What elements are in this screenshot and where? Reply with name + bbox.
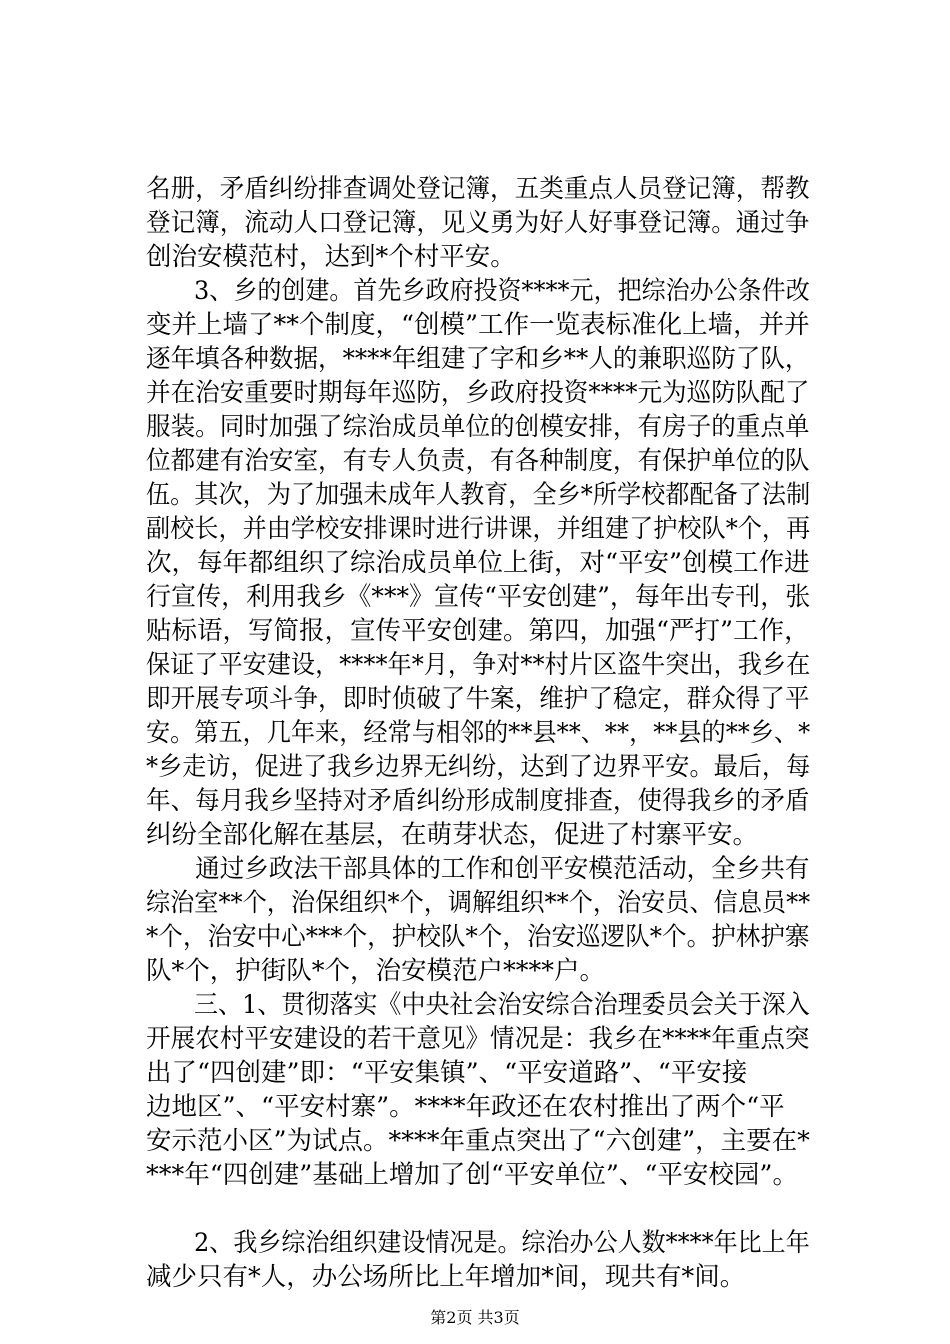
text-line: 年、每月我乡坚持对矛盾纠纷形成制度排查，使得我乡的矛盾 <box>146 786 810 816</box>
text-line: 出了“四创建”即：“平安集镇”、“平安道路”、“平安接 <box>146 1058 748 1088</box>
text-line: 次，每年都组织了综治成员单位上街，对“平安”创模工作进 <box>146 548 810 578</box>
text-line: 通过乡政法干部具体的工作和创平安模范活动，全乡共有 <box>146 854 810 884</box>
text-line: 纠纷全部化解在基层，在萌芽状态，促进了村寨平安。 <box>146 820 759 850</box>
text-line: 3、乡的创建。首先乡政府投资****元，把综治办公条件改 <box>146 276 810 306</box>
text-line: 逐年填各种数据，****年组建了字和乡**人的兼职巡防了队， <box>146 344 810 374</box>
text-line: 开展农村平安建设的若干意见》情况是：我乡在****年重点突 <box>146 1024 810 1054</box>
text-line: ***年“四创建”基础上增加了创“平安单位”、“平安校园”。 <box>146 1160 798 1190</box>
text-line: 保证了平安建设，****年*月，争对**村片区盗牛突出，我乡在 <box>146 650 811 680</box>
text-line: 2、我乡综治组织建设情况是。综治办公人数****年比上年 <box>146 1228 810 1258</box>
text-line: 即开展专项斗争，即时侦破了牛案，维护了稳定，群众得了平 <box>146 684 810 714</box>
text-line: 安示范小区”为试点。****年重点突出了“六创建”，主要在* <box>146 1126 810 1156</box>
text-line: *个，治安中心***个，护校队*个，治安巡逻队*个。护林护寨 <box>146 922 810 952</box>
text-line: 三、1、贯彻落实《中央社会治安综合治理委员会关于深入 <box>146 990 810 1020</box>
text-line: 减少只有*人，办公场所比上年增加*间，现共有*间。 <box>146 1262 746 1292</box>
text-line: 综治室**个，治保组织*个，调解组织**个，治安员、信息员** <box>146 888 811 918</box>
text-line: 队*个，护街队*个，治安模范户****户。 <box>146 956 606 986</box>
text-line: 登记簿，流动人口登记簿，见义勇为好人好事登记簿。通过争 <box>146 208 810 238</box>
text-line: 行宣传，利用我乡《***》宣传“平安创建”，每年出专刊，张 <box>146 582 811 612</box>
text-line: 服装。同时加强了综治成员单位的创模安排，有房子的重点单 <box>146 412 810 442</box>
text-line: 边地区”、“平安村寨”。****年政还在农村推出了两个“平 <box>146 1092 785 1122</box>
text-line: 并在治安重要时期每年巡防，乡政府投资****元为巡防队配了 <box>146 378 810 408</box>
page-number-footer: 第2页 共3页 <box>430 1308 520 1327</box>
text-line: 贴标语，写简报，宣传平安创建。第四，加强“严打”工作， <box>146 616 810 646</box>
text-line: 创治安模范村，达到*个村平安。 <box>146 242 516 272</box>
text-line: 变并上墙了**个制度，“创模”工作一览表标准化上墙，并并 <box>146 310 810 340</box>
text-line: 安。第五，几年来，经常与相邻的**县**、**，**县的**乡、* <box>146 718 811 748</box>
text-line: 位都建有治安室，有专人负责，有各种制度，有保护单位的队 <box>146 446 810 476</box>
text-line: 名册，矛盾纠纷排查调处登记簿，五类重点人员登记簿，帮教 <box>146 174 810 204</box>
text-line: 副校长，并由学校安排课时进行讲课，并组建了护校队*个，再 <box>146 514 811 544</box>
text-line: *乡走访，促进了我乡边界无纠纷，达到了边界平安。最后，每 <box>146 752 811 782</box>
text-line: 伍。其次，为了加强未成年人教育，全乡*所学校都配备了法制 <box>146 480 811 510</box>
